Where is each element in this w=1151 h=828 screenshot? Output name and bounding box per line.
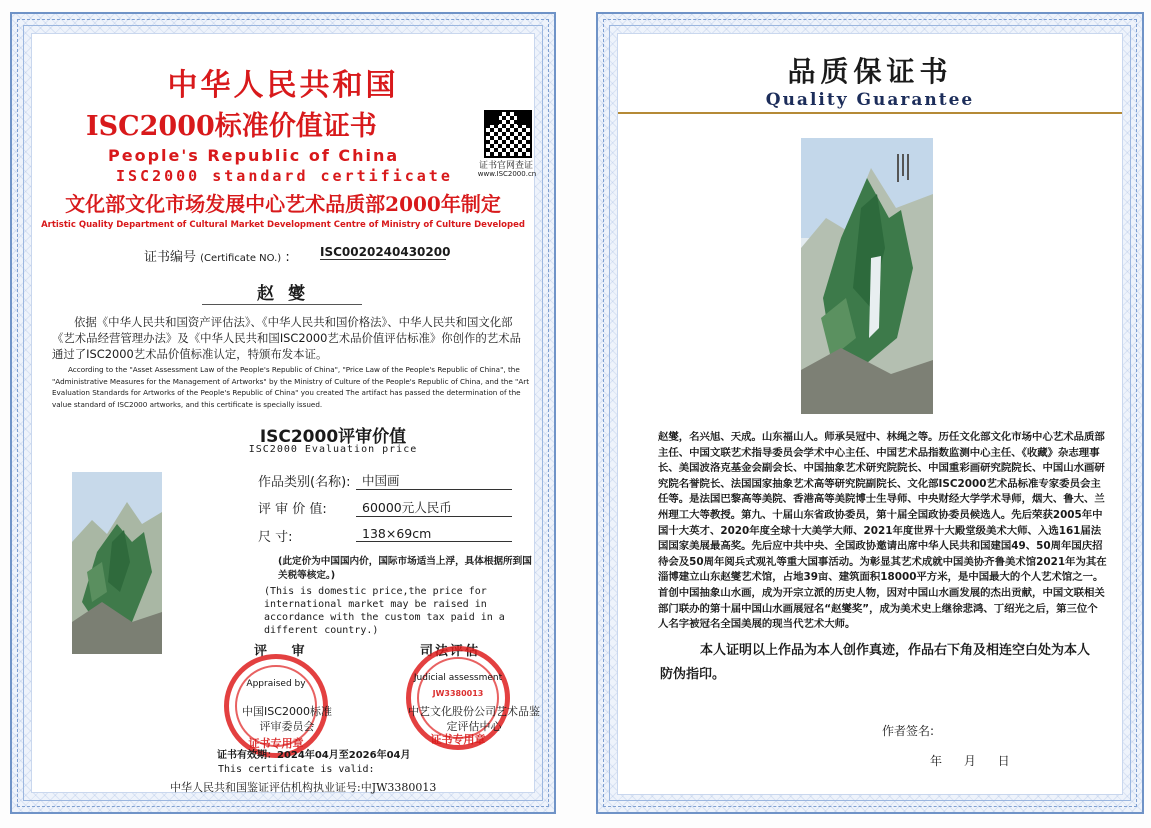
quality-title-cn: 品质保证书 — [787, 55, 953, 88]
license-number: 中华人民共和国鉴证评估机构执业证号:中JW3380013 — [170, 781, 437, 794]
review-organization: 中国ISC2000标准评审委员会 — [242, 705, 332, 733]
signature-date-label: 年 月 日 — [930, 754, 1010, 768]
certificate-number-colon: : — [285, 250, 290, 265]
evaluation-title-en: ISC2000 Evaluation price — [248, 444, 418, 455]
quality-title-en: Quality Guarantee — [765, 90, 975, 110]
certificate-right-body — [618, 34, 1122, 794]
artist-name: 赵 燮 — [257, 284, 309, 304]
field-category — [258, 471, 400, 490]
artist-biography: 赵燮，名兴旭、天成。山东福山人。师承吴冠中、林绳之等。历任文化部文化市场中心艺术品质部主任、中国文联艺术指导委员会学术中心主任、中国艺术品指数监测中心主任、《收藏》杂志理事长、美国波洛克基金会副会长、中国抽象艺术研究院院长、中国重彩画研究院院长、中国山水画研究院名誉院长、法国国家抽象艺术高等研究院副院长、文化部ISC2000艺术品标准专家委员会主任等。是法国巴黎高等美院、香港高等美院博士生导师、中央财经大学学术导师，烟大、鲁大、兰州理工大等教授。第九、十届山东省政协委员，第十届全国政协委员候选人。先后荣获2005年中国十大英才、2020年度全球十大美学大师、2021年度世界十大殿堂级美术大师、入选161届法国国家美展最高奖。先后应中共中央、全国政协邀请出席中华人民共和国建国49、50周年国庆招待会及50周年阅兵式观礼等重大国事活动。为彰显其艺术成就中国美协齐鲁美术馆2021年为其在淄博建立山东赵燮艺术馆，占地39亩、建筑面积18000平方米，是中国最大的个人艺术馆之一。首创中国抽象山水画，成为开宗立派的历史人物，因对中国山水画发展的杰出贡献，中国文联相关部门联办的第十届中国山水画展冠名“赵燮奖”，成为美术史上继徐悲鸿、丁绍光之后，第三位个人名字被冠名全国美展的现当代艺术大师。 — [658, 431, 1107, 631]
certificate-number-label-en: (Certificate NO.) — [200, 253, 282, 264]
review-seal-bottom-text: 证书专用章 — [248, 737, 304, 750]
judicial-seal-bottom-text: 证书专用章 — [430, 733, 486, 746]
author-signature-label: 作者签名: — [882, 724, 935, 738]
issuing-department-cn: 文化部文化市场发展中心艺术品质部2000年制定 — [65, 192, 501, 216]
judicial-seal-top-text: Judicial assessment — [413, 673, 503, 683]
judicial-seal-stamp — [406, 646, 510, 750]
certificate-title-standard: ISC2000标准价值证书 — [86, 111, 377, 142]
certificate-left-page — [10, 12, 556, 814]
certificate-title-cn: 中华人民共和国 — [167, 68, 399, 103]
review-label: 评 审 — [254, 644, 315, 659]
price-note-cn: (此定价为中国国内价，国际市场适当上浮，具体根据所到国关税等核定。) — [278, 556, 532, 581]
review-seal-top-text: Appraised by — [246, 679, 306, 689]
field-value-value: 60000元人民币 — [356, 498, 512, 517]
field-category-value: 中国画 — [356, 471, 512, 490]
validity-en: This certificate is valid: — [218, 764, 375, 775]
field-size-label: 尺 寸: — [258, 530, 293, 545]
issuing-department-en: Artistic Quality Department of Cultural Market Development Centre of Ministry of Culture Developed — [41, 220, 525, 230]
price-note-en: (This is domestic price,the price for international market may be raised in accordance with the custom tax paid in a different country.) — [264, 586, 505, 636]
judicial-organization: 中艺文化股份公司艺术品鉴定评估中心 — [408, 705, 540, 733]
qr-code-icon[interactable] — [484, 110, 532, 158]
authenticity-declaration: 本人证明以上作品为本人创作真迹，作品右下角及相连空白处为本人防伪指印。 — [660, 643, 1091, 682]
evaluation-title-cn: ISC2000评审价值 — [259, 427, 407, 447]
certificate-number-label — [144, 246, 290, 265]
certificate-right-page — [596, 12, 1144, 814]
legal-basis-cn: 依据《中华人民共和国资产评估法》、《中华人民共和国价格法》、中华人民共和国文化部《艺术品经营管理办法》及《中华人民共和国ISC2000艺术品价值评估标准》你创作的艺术品通过了ISC2000艺术品价值标准认定，特颁布发本证。 — [52, 315, 521, 361]
artwork-thumbnail[interactable] — [72, 472, 162, 654]
title-divider — [618, 112, 1122, 114]
artwork-image[interactable] — [801, 138, 933, 414]
field-value-label: 评 审 价 值: — [258, 502, 327, 517]
artist-underline — [202, 304, 362, 305]
legal-basis-en: According to the "Asset Assessment Law of the People's Republic of China", "Price Law of the People's Republic of China", the "Administrative Measures for the Management of Artworks" by the Ministry of Culture of the People's Republic of China, and the "Art Evaluation Standards for Artworks of the People's Republic of China" you created The artifact has passed the determination of the value standard of ISC2000 artworks, and this certificate is specially issued. — [52, 365, 530, 409]
judicial-label: 司法评估 — [420, 644, 481, 659]
field-size — [258, 526, 432, 545]
certificate-title-en-2: ISC2000 standard certificate — [116, 167, 453, 185]
certificate-number: ISC0020240430200 — [320, 245, 451, 259]
field-size-value: 138×69cm — [356, 526, 512, 542]
field-value — [258, 498, 452, 517]
certificate-title-en-1: People's Republic of China — [108, 146, 400, 165]
qr-url: www.ISC2000.cn — [477, 170, 537, 178]
certificate-left-body — [32, 34, 540, 794]
judicial-seal-code: JW3380013 — [432, 689, 484, 698]
validity-period: 证书有效期：2024年04月至2026年04月 — [217, 750, 411, 761]
certificate-number-label-cn: 证书编号 — [144, 250, 197, 265]
qr-verify-label: 证书官网查证 — [478, 161, 533, 171]
field-category-label: 作品类别(名称): — [258, 475, 351, 490]
